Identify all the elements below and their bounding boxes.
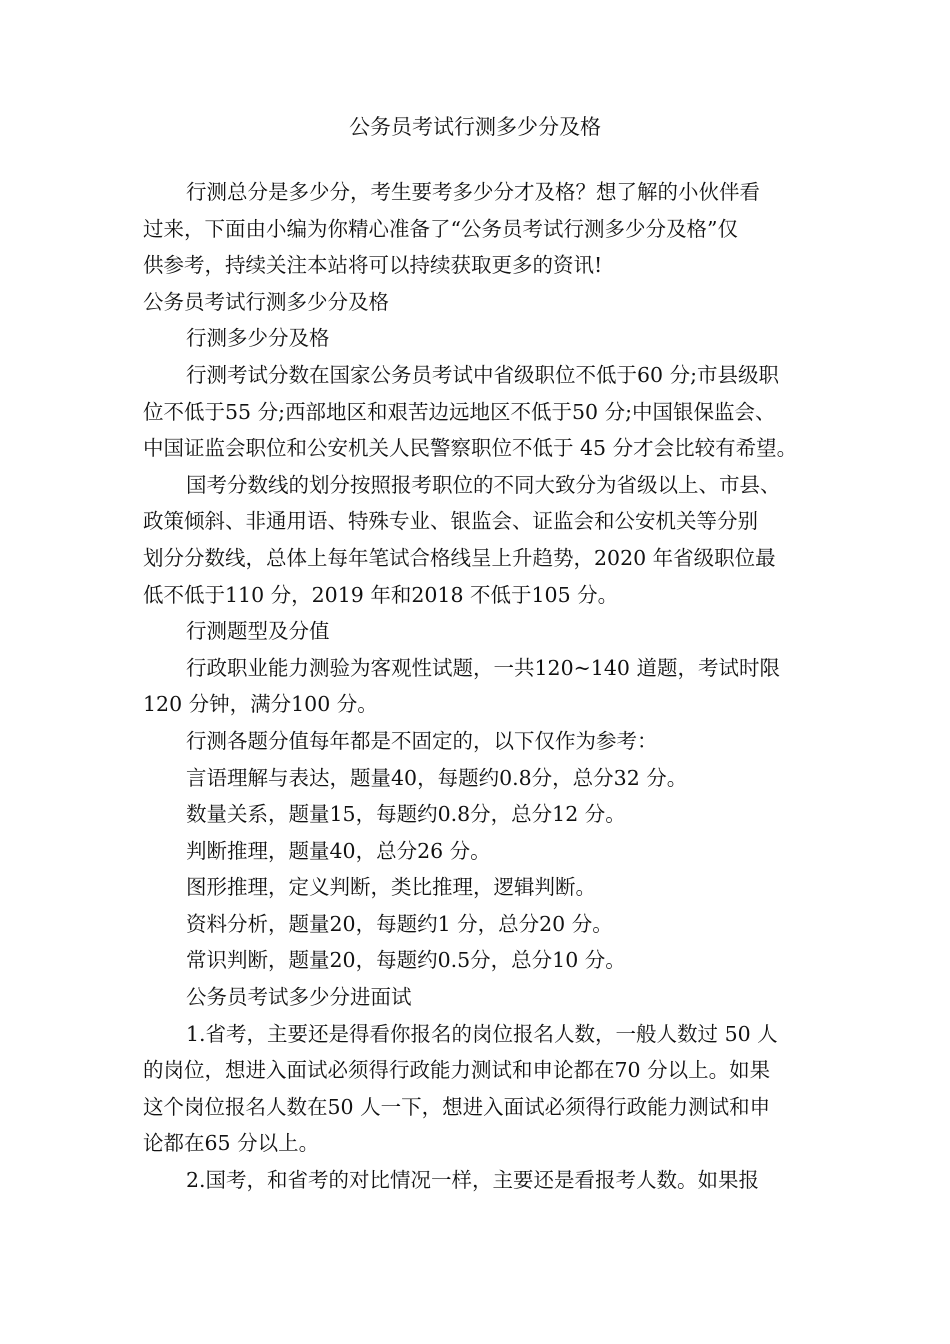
text-line: 位不低于55 分;西部地区和艰苦边远地区不低于50 分;中国银保监会、 — [143, 399, 776, 424]
text-line: 过来，下面由小编为你精心准备了“公务员考试行测多少分及格”仅 — [143, 216, 738, 241]
text-line: 供参考，持续关注本站将可以持续获取更多的资讯! — [143, 253, 603, 278]
text-line: 行政职业能力测验为客观性试题，一共120~140 道题，考试时限 — [186, 655, 780, 680]
body-paragraph — [143, 723, 815, 760]
text-line: 这个岗位报名人数在50 人一下，想进入面试必须得行政能力测试和申 — [143, 1094, 771, 1119]
text-line: 言语理解与表达，题量40，每题约0.8分，总分32 分。 — [186, 765, 688, 790]
text-line: 120 分钟，满分100 分。 — [143, 692, 378, 717]
text-line: 行测各题分值每年都是不固定的，以下仅作为参考： — [186, 728, 658, 753]
text-line: 数量关系，题量15，每题约0.8分，总分12 分。 — [186, 802, 626, 827]
body-paragraph — [143, 650, 815, 723]
text-line: 政策倾斜、非通用语、特殊专业、银监会、证监会和公安机关等分别 — [143, 509, 758, 534]
text-line: 1.省考，主要还是得看你报名的岗位报名人数，一般人数过 50 人 — [186, 1021, 778, 1046]
text-line: 国考分数线的划分按照报考职位的不同大致分为省级以上、市县、 — [186, 472, 781, 497]
text-line: 2.国考，和省考的对比情况一样，主要还是看报考人数。如果报 — [186, 1168, 760, 1193]
text-line: 低不低于110 分，2019 年和2018 不低于105 分。 — [143, 582, 619, 607]
text-line: 行测多少分及格 — [186, 326, 330, 351]
list-item — [143, 796, 815, 833]
text-line: 常识判断，题量20，每题约0.5分，总分10 分。 — [186, 948, 626, 973]
subsection-heading — [143, 320, 815, 357]
text-line: 资料分析，题量20，每题约1 分，总分20 分。 — [186, 911, 613, 936]
list-item — [143, 833, 815, 870]
document-body — [143, 174, 815, 1199]
list-item — [143, 869, 815, 906]
list-item — [143, 942, 815, 979]
body-paragraph — [143, 1162, 815, 1199]
body-paragraph — [143, 1016, 815, 1162]
text-line: 中国证监会职位和公安机关人民警察职位不低于 45 分才会比较有希望。 — [143, 436, 798, 461]
text-line: 行测总分是多少分，考生要考多少分才及格？想了解的小伙伴看 — [186, 180, 760, 204]
text-line: 行测题型及分值 — [186, 619, 330, 644]
text-line: 划分分数线，总体上每年笔试合格线呈上升趋势，2020 年省级职位最 — [143, 545, 776, 570]
list-item — [143, 906, 815, 943]
body-paragraph — [143, 357, 815, 467]
text-line: 公务员考试行测多少分及格 — [143, 289, 389, 314]
text-line: 图形推理，定义判断，类比推理，逻辑判断。 — [186, 875, 596, 900]
text-line: 判断推理，题量40，总分26 分。 — [186, 838, 491, 863]
text-line: 的岗位，想进入面试必须得行政能力测试和申论都在70 分以上。如果 — [143, 1058, 771, 1083]
text-line: 论都在65 分以上。 — [143, 1131, 320, 1156]
section-heading — [143, 284, 815, 321]
body-paragraph — [143, 467, 815, 613]
subsection-heading — [143, 979, 815, 1016]
text-line: 行测考试分数在国家公务员考试中省级职位不低于60 分;市县级职 — [186, 362, 780, 387]
intro-paragraph — [143, 174, 815, 284]
document-title: 公务员考试行测多少分及格 — [349, 115, 601, 139]
list-item — [143, 760, 815, 797]
text-line: 公务员考试多少分进面试 — [186, 985, 412, 1010]
subsection-heading — [143, 613, 815, 650]
